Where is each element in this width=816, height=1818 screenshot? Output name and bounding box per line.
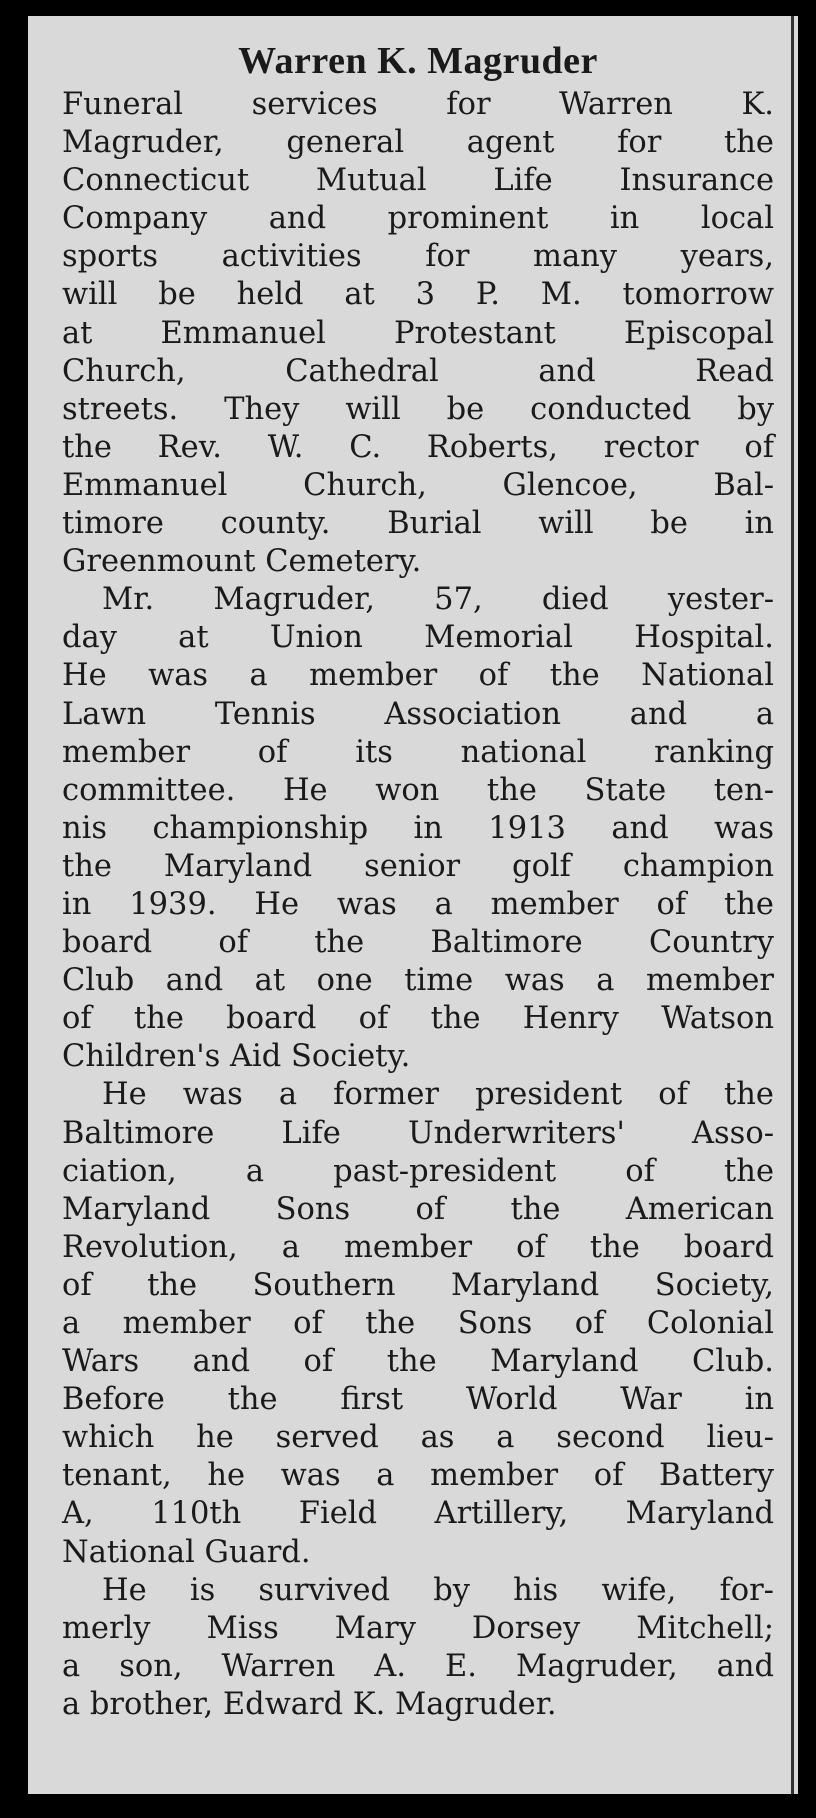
text-line: Emmanuel Church, Glencoe, Bal-	[62, 467, 774, 503]
text-line: committee. He won the State ten-	[62, 772, 774, 808]
text-line: the Rev. W. C. Roberts, rector of	[62, 429, 774, 465]
text-line: a son, Warren A. E. Magruder, and	[62, 1648, 774, 1684]
text-line: timore county. Burial will be in	[62, 506, 774, 542]
text-line: He was a former president of the	[102, 1077, 774, 1113]
text-line: a brother, Edward K. Magruder.	[62, 1686, 557, 1722]
text-line: at Emmanuel Protestant Episcopal	[62, 315, 774, 351]
text-line: A, 110th Field Artillery, Maryland	[62, 1496, 774, 1532]
text-line: merly Miss Mary Dorsey Mitchell;	[62, 1610, 774, 1646]
text-line: Mr. Magruder, 57, died yester-	[102, 582, 774, 618]
text-line: Baltimore Life Underwriters' Asso-	[62, 1115, 774, 1151]
text-line: board of the Baltimore Country	[62, 925, 774, 961]
text-line: Children's Aid Society.	[62, 1039, 411, 1075]
text-line: He is survived by his wife, for-	[102, 1572, 774, 1608]
newspaper-clipping	[28, 16, 798, 1794]
column-rule	[791, 16, 794, 1794]
text-line: Company and prominent in local	[62, 201, 774, 237]
text-line: a member of the Sons of Colonial	[62, 1306, 774, 1341]
text-line: Club and at one time was a member	[62, 963, 774, 999]
text-line: in 1939. He was a member of the	[62, 886, 774, 922]
text-line: streets. They will be conducted by	[62, 391, 774, 427]
text-line: National Guard.	[62, 1534, 311, 1570]
text-line: will be held at 3 P. M. tomorrow	[62, 277, 774, 313]
text-line: Maryland Sons of the American	[62, 1191, 774, 1227]
text-line: Before the first World War in	[62, 1382, 774, 1418]
text-line: tenant, he was a member of Battery	[62, 1458, 774, 1494]
paragraph	[62, 86, 774, 581]
paragraph	[62, 581, 774, 1076]
obituary-headline: Warren K. Magruder	[238, 40, 598, 82]
text-line: Revolution, a member of the board	[62, 1229, 774, 1265]
paragraph	[62, 1572, 774, 1724]
text-line: Lawn Tennis Association and a	[62, 696, 774, 732]
text-line: Funeral services for Warren K.	[62, 87, 774, 122]
text-line: Magruder, general agent for the	[62, 125, 774, 161]
text-line: He was a member of the National	[62, 658, 774, 694]
text-line: day at Union Memorial Hospital.	[62, 620, 774, 656]
text-line: of the Southern Maryland Society,	[62, 1267, 774, 1303]
text-line: Church, Cathedral and Read	[62, 353, 774, 389]
obituary-body	[62, 86, 774, 1724]
paragraph	[62, 1076, 774, 1571]
text-line: member of its national ranking	[62, 734, 774, 770]
text-line: Wars and of the Maryland Club.	[62, 1344, 774, 1380]
text-line: sports activities for many years,	[62, 239, 774, 275]
text-line: the Maryland senior golf champion	[62, 848, 774, 884]
text-line: Greenmount Cemetery.	[62, 544, 422, 580]
text-line: Connecticut Mutual Life Insurance	[62, 163, 774, 199]
text-line: which he served as a second lieu-	[62, 1420, 774, 1456]
text-line: nis championship in 1913 and was	[62, 810, 774, 846]
text-line: ciation, a past-president of the	[62, 1153, 774, 1189]
text-line: of the board of the Henry Watson	[62, 1001, 774, 1037]
